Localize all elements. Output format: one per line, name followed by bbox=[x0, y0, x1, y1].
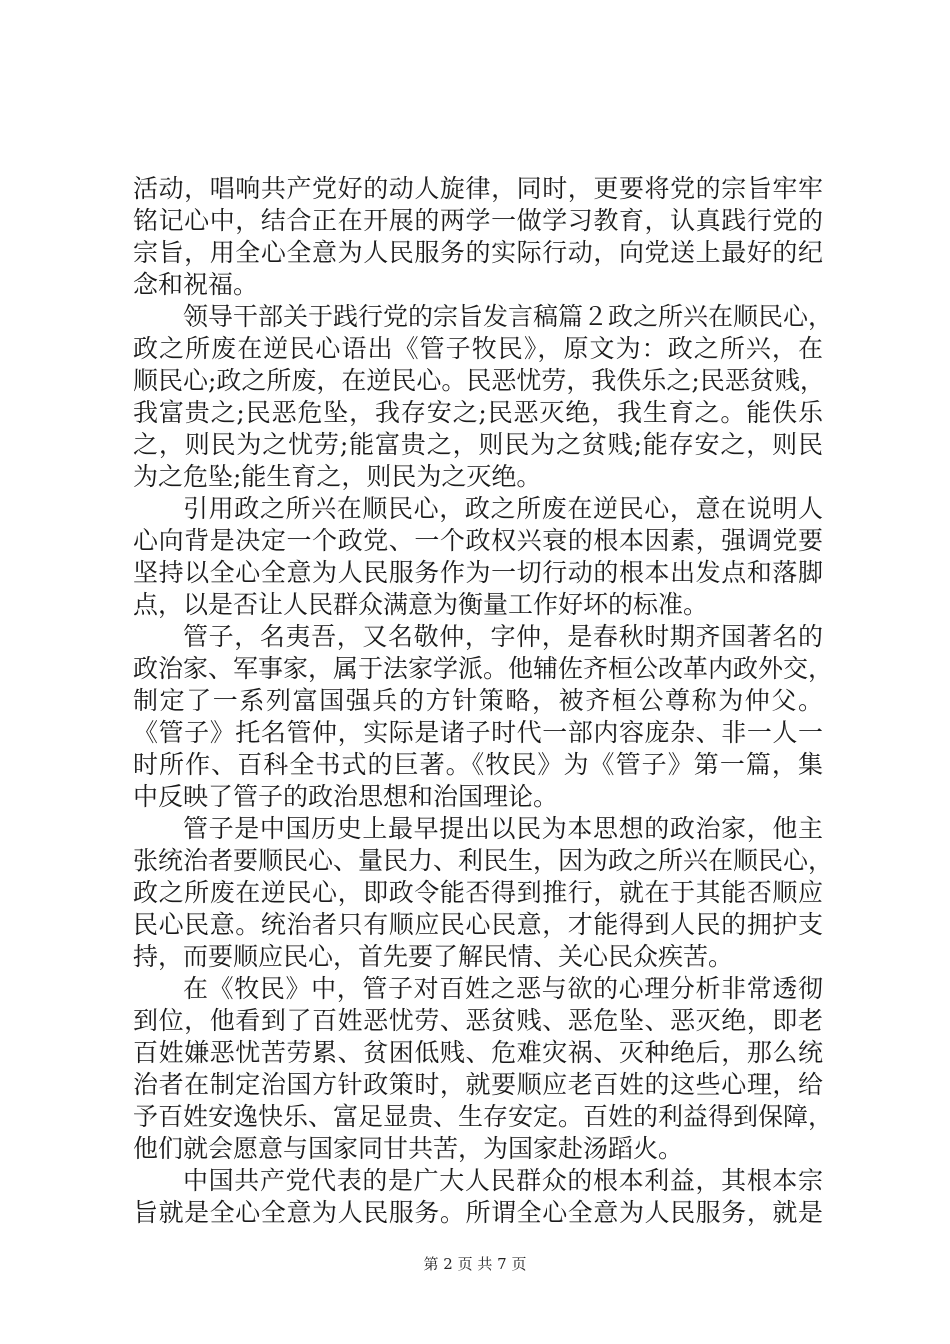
paragraph-line: 心向背是决定一个政党、一个政权兴衰的根本因素，强调党要 bbox=[133, 526, 823, 555]
paragraph-line: 在《牧民》中，管子对百姓之恶与欲的心理分析非常透彻 bbox=[183, 974, 823, 1003]
paragraph-line: 为之危坠;能生育之，则民为之灭绝。 bbox=[133, 462, 542, 491]
paragraph-line: 引用政之所兴在顺民心，政之所废在逆民心，意在说明人 bbox=[183, 494, 823, 523]
paragraph-line: 活动，唱响共产党好的动人旋律，同时，更要将党的宗旨牢牢 bbox=[133, 174, 823, 203]
paragraph-line: 坚持以全心全意为人民服务作为一切行动的根本出发点和落脚 bbox=[133, 558, 823, 587]
paragraph-line: 之，则民为之忧劳;能富贵之，则民为之贫贱;能存安之，则民 bbox=[133, 430, 823, 459]
paragraph-line: 管子，名夷吾，又名敬仲，字仲，是春秋时期齐国著名的 bbox=[183, 622, 823, 651]
paragraph-line: 管子是中国历史上最早提出以民为本思想的政治家，他主 bbox=[183, 814, 823, 843]
paragraph-line: 《管子》托名管仲，实际是诸子时代一部内容庞杂、非一人一 bbox=[133, 718, 823, 747]
paragraph-line: 我富贵之;民恶危坠，我存安之;民恶灭绝，我生育之。能佚乐 bbox=[133, 398, 823, 427]
paragraph-line: 时所作、百科全书式的巨著。《牧民》为《管子》第一篇，集 bbox=[133, 750, 823, 779]
paragraph-line: 宗旨，用全心全意为人民服务的实际行动，向党送上最好的纪 bbox=[133, 238, 823, 267]
document-body bbox=[133, 173, 834, 1229]
paragraph-line: 百姓嫌恶忧苦劳累、贫困低贱、危难灾祸、灭种绝后，那么统 bbox=[133, 1038, 823, 1067]
paragraph-line: 旨就是全心全意为人民服务。所谓全心全意为人民服务，就是 bbox=[133, 1198, 823, 1227]
paragraph bbox=[133, 173, 823, 301]
paragraph-line: 治者在制定治国方针政策时，就要顺应老百姓的这些心理，给 bbox=[133, 1070, 823, 1099]
paragraph-line: 到位，他看到了百姓恶忧劳、恶贫贱、恶危坠、恶灭绝，即老 bbox=[133, 1006, 823, 1035]
paragraph bbox=[133, 1165, 823, 1229]
paragraph-line: 中国共产党代表的是广大人民群众的根本利益，其根本宗 bbox=[183, 1166, 823, 1195]
paragraph-line: 铭记心中，结合正在开展的两学一做学习教育，认真践行党的 bbox=[133, 206, 823, 235]
paragraph-line: 制定了一系列富国强兵的方针策略，被齐桓公尊称为仲父。 bbox=[133, 686, 823, 715]
paragraph-line: 政之所废在逆民心，即政令能否得到推行，就在于其能否顺应 bbox=[133, 878, 823, 907]
paragraph-line: 领导干部关于践行党的宗旨发言稿篇２政之所兴在顺民心， bbox=[183, 302, 834, 331]
paragraph bbox=[133, 621, 834, 813]
paragraph-line: 予百姓安逸快乐、富足显贵、生存安定。百姓的利益得到保障， bbox=[133, 1102, 834, 1131]
paragraph-line: 政之所废在逆民心语出《管子牧民》，原文为：政之所兴，在 bbox=[133, 334, 823, 363]
paragraph-line: 持，而要顺应民心，首先要了解民情、关心民众疾苦。 bbox=[133, 942, 734, 971]
page-footer: 第 2 页 共 7 页 bbox=[423, 1255, 527, 1273]
paragraph-line: 张统治者要顺民心、量民力、利民生，因为政之所兴在顺民心， bbox=[133, 846, 834, 875]
paragraph-line: 他们就会愿意与国家同甘共苦，为国家赴汤蹈火。 bbox=[133, 1134, 684, 1163]
paragraph-line: 中反映了管子的政治思想和治国理论。 bbox=[133, 782, 559, 811]
paragraph bbox=[133, 813, 834, 973]
paragraph-line: 顺民心;政之所废，在逆民心。民恶忧劳，我佚乐之;民恶贫贱， bbox=[133, 366, 825, 395]
paragraph-line: 点，以是否让人民群众满意为衡量工作好坏的标准。 bbox=[133, 590, 709, 619]
paragraph bbox=[133, 973, 834, 1165]
paragraph-line: 政治家、军事家，属于法家学派。他辅佐齐桓公改革内政外交， bbox=[133, 654, 834, 683]
paragraph bbox=[133, 301, 834, 493]
paragraph bbox=[133, 493, 823, 621]
paragraph-line: 民心民意。统治者只有顺应民心民意，才能得到人民的拥护支 bbox=[133, 910, 823, 939]
paragraph-line: 念和祝福。 bbox=[133, 270, 259, 299]
